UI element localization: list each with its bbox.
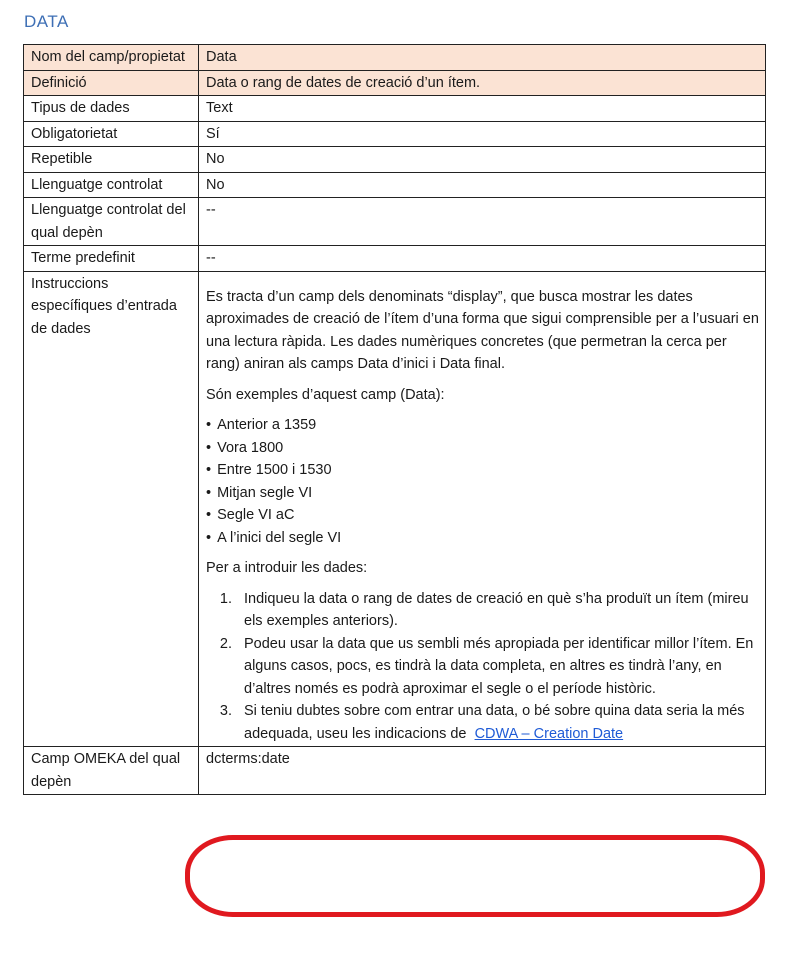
section-title: DATA [24,12,69,31]
table-row [24,172,766,198]
step-text: Si teniu dubtes sobre com entrar una data, o bé sobre quina data seria la més adequada, useu les indicacions de [244,703,745,742]
row-value: Text [199,96,766,122]
row-label: Llenguatge controlat [24,172,199,198]
table-row [24,96,766,122]
row-label: Definició [24,70,199,96]
row-label: Tipus de dades [24,96,199,122]
row-value: -- [199,198,766,246]
row-value: No [199,147,766,173]
examples-title: Són exemples d’aquest camp (Data): [206,386,445,403]
step-item: 2. Podeu usar la data que us sembli més apropiada per identificar millor l’ítem. En alguns casos, pocs, es tindrà la data completa, en altres es tindrà l’any, en d’altres només es podrà aproximar el segle o el període històric. [236,633,759,701]
steps-list [206,588,759,746]
table-row [24,45,766,71]
table-row [24,147,766,173]
row-label: Camp OMEKA del qual depèn [24,747,199,795]
row-label: Llenguatge controlat del qual depèn [24,198,199,246]
row-value: No [199,172,766,198]
step-item: 1. Indiqueu la data o rang de dates de creació en què s’ha produït un ítem (mireu els exemples anteriors). [236,588,759,633]
table-row [24,121,766,147]
list-item: • Mitjan segle VI [206,482,759,505]
list-item: • Segle VI aC [206,504,759,527]
row-label: Terme predefinit [24,246,199,272]
list-item: • Anterior a 1359 [206,414,759,437]
table-row [24,271,766,747]
table-row [24,70,766,96]
list-item: • Vora 1800 [206,437,759,460]
row-value: Data [199,45,766,71]
list-item: • Entre 1500 i 1530 [206,459,759,482]
list-item: • A l’inici del segle VI [206,527,759,550]
instructions-cell [199,271,766,747]
table-row [24,246,766,272]
instructions-label: Instruccions específiques d’entrada de dades [24,271,199,747]
red-highlight-ellipse [185,835,765,917]
row-value: dcterms:date [199,747,766,795]
instructions-intro: Es tracta d’un camp dels denominats “display”, que busca mostrar les dates aproximades de creació de l’ítem d’una forma que sigui comprensible per a l’usuari en una lectura ràpida. Les dades numèriques concretes (que permetran la cerca per rang) aniran als camps Data d’inici i Data final. [206,288,759,372]
row-value: Data o rang de dates de creació d’un ítem. [199,70,766,96]
step-item [236,700,759,745]
table-row [24,198,766,246]
metadata-table [23,44,766,795]
cdwa-link[interactable]: CDWA – Creation Date [474,725,624,742]
row-value: Sí [199,121,766,147]
row-label: Repetible [24,147,199,173]
row-label: Obligatorietat [24,121,199,147]
examples-list [206,414,759,549]
row-label: Nom del camp/propietat [24,45,199,71]
table-row [24,747,766,795]
row-value: -- [199,246,766,272]
steps-title: Per a introduir les dades: [206,560,368,576]
